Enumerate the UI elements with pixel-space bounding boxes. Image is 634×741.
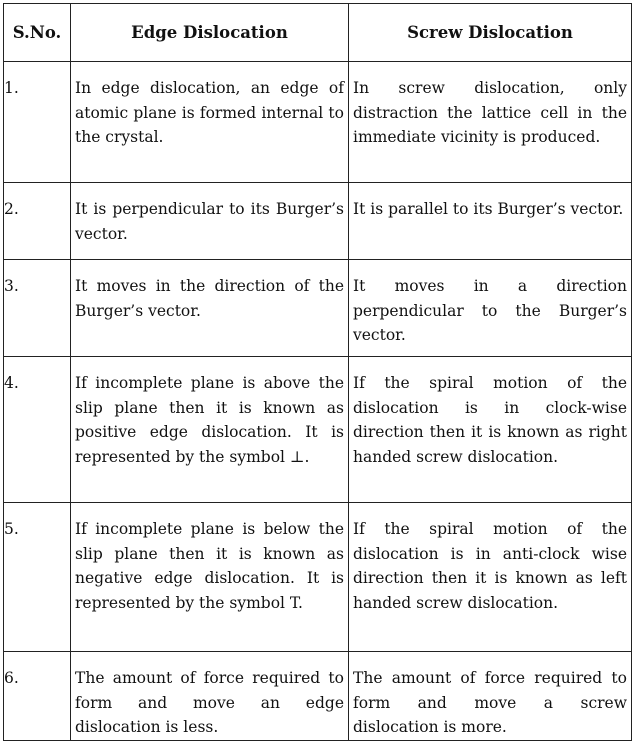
screw-dislocation-cell: If the spiral motion of the dislocation is in anti-clock wise direction then it is known as left handed screw dislocation.: [349, 503, 632, 652]
screw-dislocation-cell: The amount of force required to form and move a screw dislocation is more.: [349, 652, 632, 741]
row-number: 6.: [4, 652, 71, 741]
edge-dislocation-cell: If incomplete plane is below the slip plane then it is known as negative edge dislocation. It is represented by the symbol T.: [71, 503, 349, 652]
dislocation-comparison-table: [3, 3, 632, 741]
edge-dislocation-cell: It is perpendicular to its Burger’s vector.: [71, 183, 349, 260]
row-number: 5.: [4, 503, 71, 652]
table-row: [4, 62, 632, 183]
table-row: [4, 260, 632, 357]
header-edge-dislocation: Edge Dislocation: [71, 4, 349, 62]
row-number: 3.: [4, 260, 71, 357]
screw-dislocation-cell: In screw dislocation, only distraction the lattice cell in the immediate vicinity is produced.: [349, 62, 632, 183]
edge-dislocation-cell: The amount of force required to form and move an edge dislocation is less.: [71, 652, 349, 741]
header-screw-dislocation: Screw Dislocation: [349, 4, 632, 62]
row-number: 2.: [4, 183, 71, 260]
table-row: [4, 183, 632, 260]
edge-dislocation-cell: If incomplete plane is above the slip plane then it is known as positive edge dislocation. It is represented by the symbol ⊥.: [71, 357, 349, 503]
screw-dislocation-cell: If the spiral motion of the dislocation is in clock-wise direction then it is known as right handed screw dislocation.: [349, 357, 632, 503]
row-number: 4.: [4, 357, 71, 503]
table-row: [4, 357, 632, 503]
header-sno: S.No.: [4, 4, 71, 62]
screw-dislocation-cell: It moves in a direction perpendicular to the Burger’s vector.: [349, 260, 632, 357]
row-number: 1.: [4, 62, 71, 183]
table-row: [4, 652, 632, 741]
screw-dislocation-cell: It is parallel to its Burger’s vector.: [349, 183, 632, 260]
header-row: [4, 4, 632, 62]
table-row: [4, 503, 632, 652]
edge-dislocation-cell: It moves in the direction of the Burger’s vector.: [71, 260, 349, 357]
edge-dislocation-cell: In edge dislocation, an edge of atomic plane is formed internal to the crystal.: [71, 62, 349, 183]
